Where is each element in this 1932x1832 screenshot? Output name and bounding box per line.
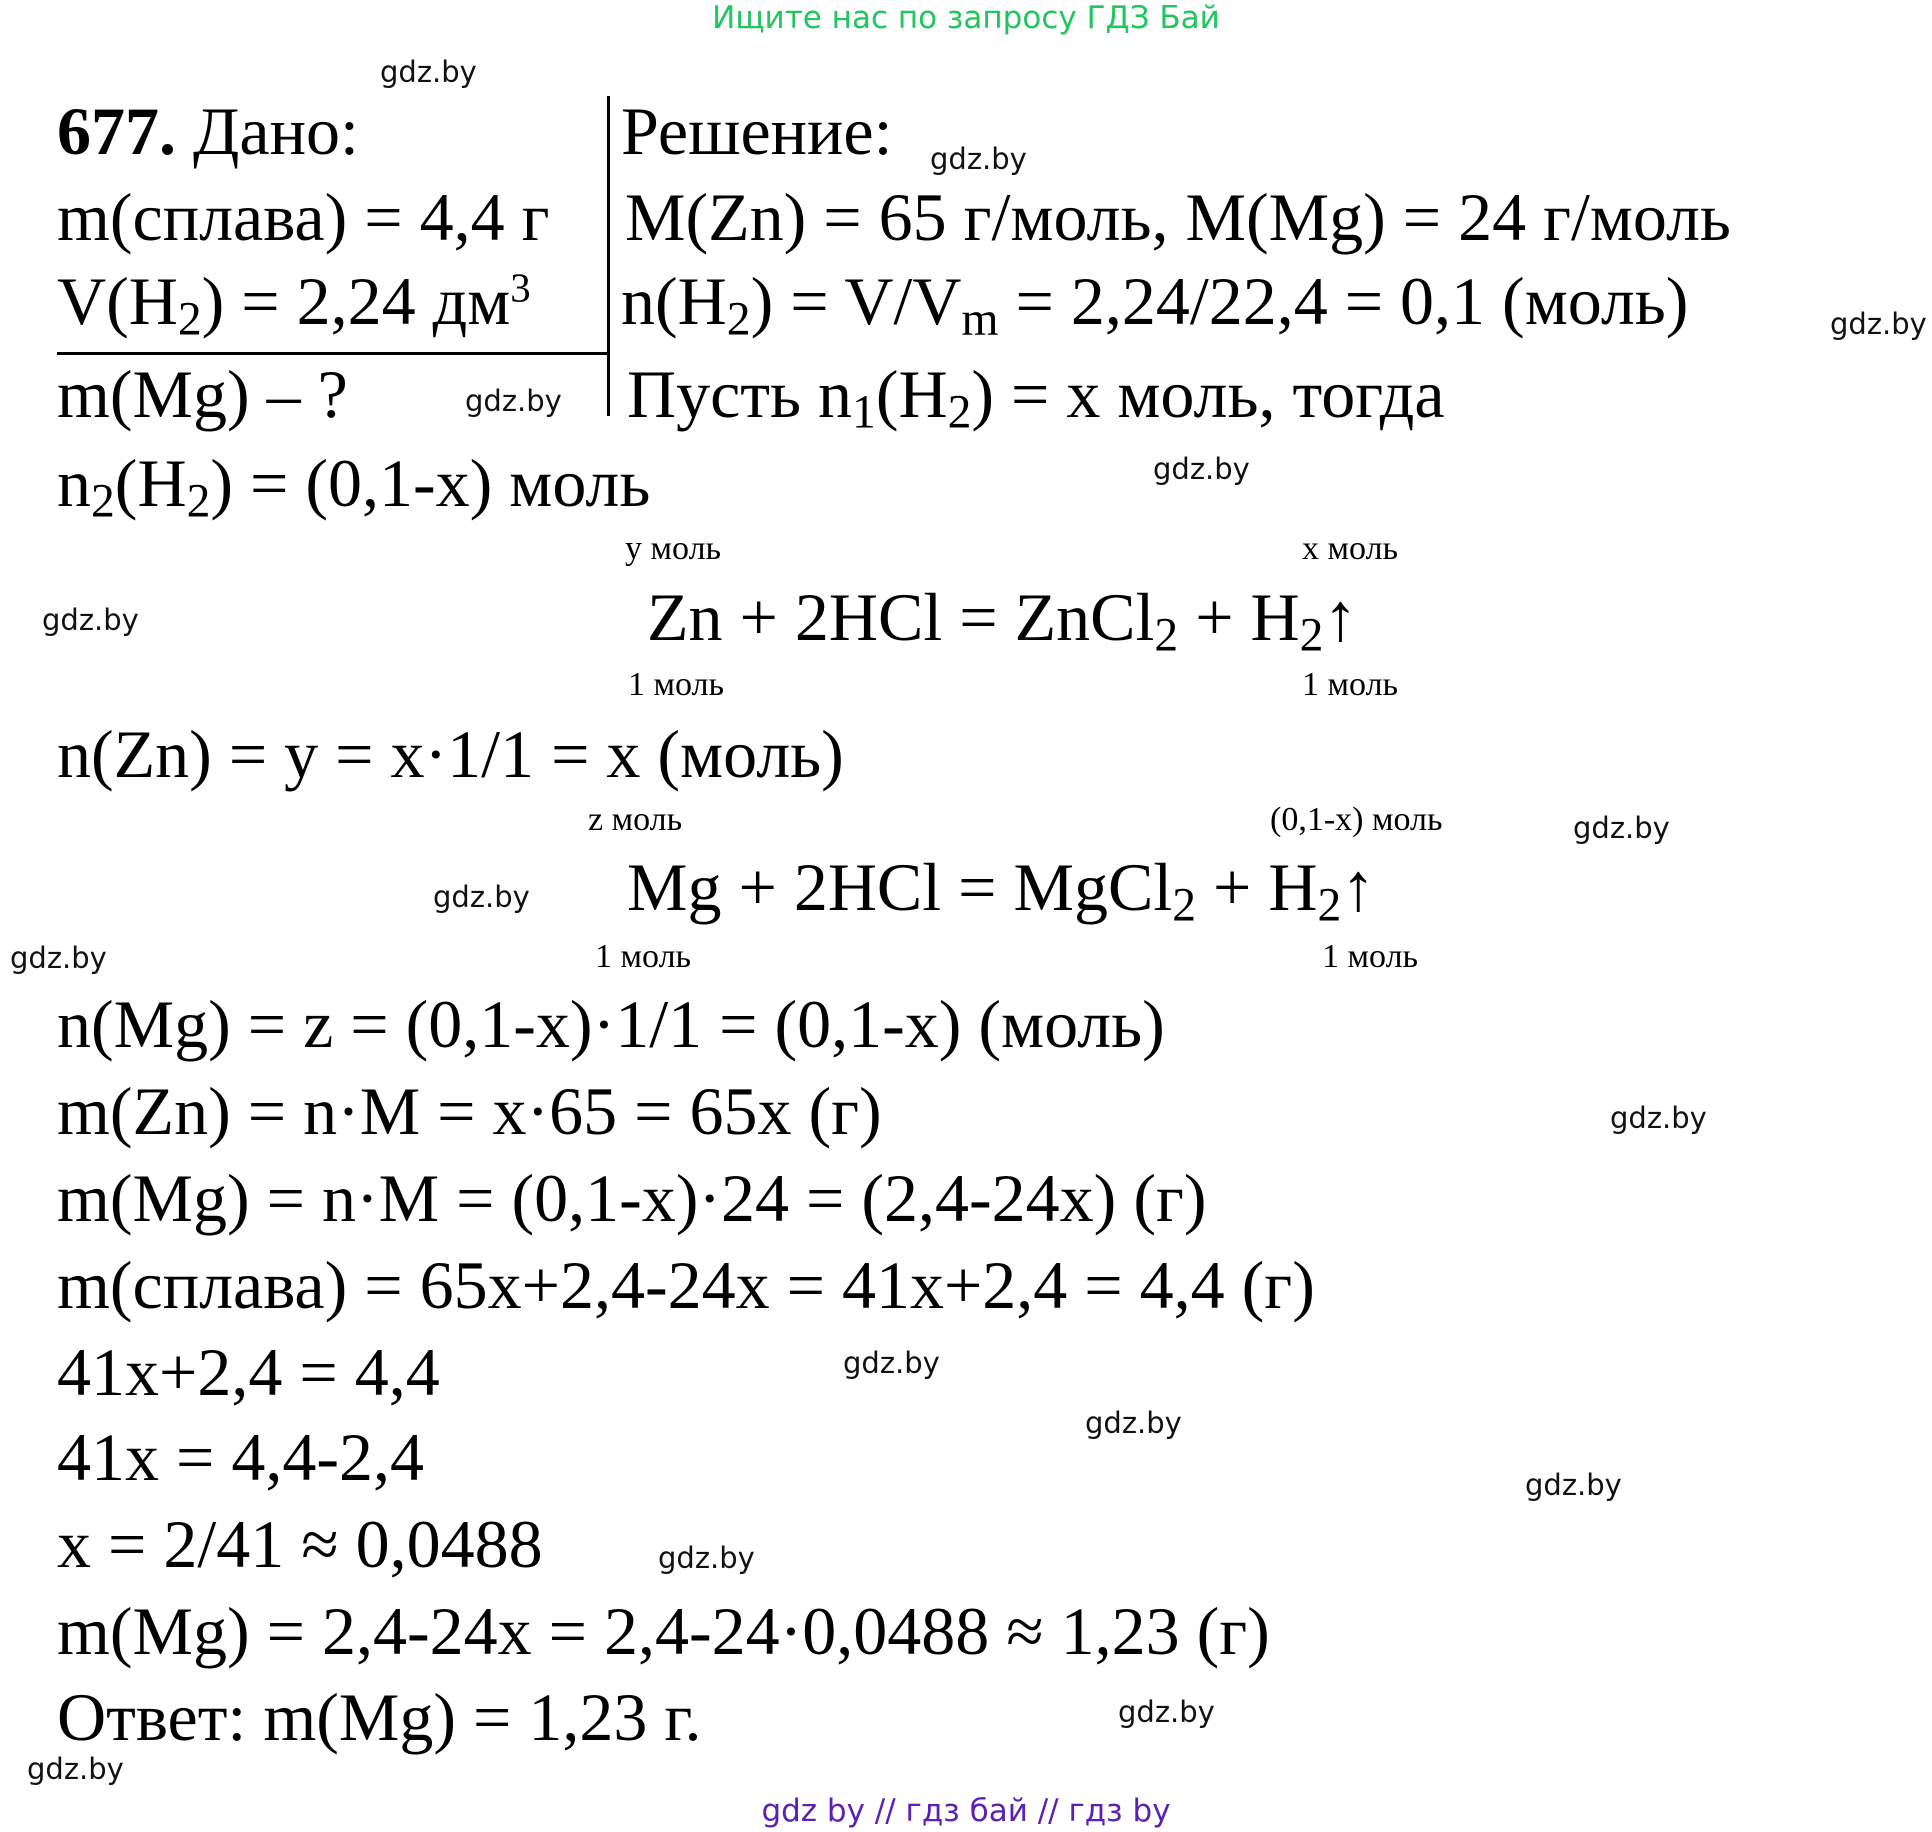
search-hint: Ищите нас по запросу ГДЗ Бай [712, 0, 1220, 36]
problem-heading [57, 93, 359, 169]
footer-links: gdz by // гдз бай // гдз by [761, 1793, 1171, 1829]
solution-title: Решение: [621, 93, 893, 169]
watermark: gdz.by [380, 55, 477, 89]
answer: Ответ: m(Mg) = 1,23 г. [57, 1679, 702, 1755]
watermark: gdz.by [1610, 1101, 1707, 1135]
zn-moles: n(Zn) = y = x·1/1 = x (моль) [57, 716, 844, 792]
watermark: gdz.by [930, 142, 1027, 176]
watermark: gdz.by [1525, 1468, 1622, 1502]
zn-mass: m(Zn) = n·M = x·65 = 65x (г) [57, 1073, 882, 1149]
watermark: gdz.by [465, 384, 562, 418]
mg-moles: n(Mg) = z = (0,1-x)·1/1 = (0,1-x) (моль) [57, 986, 1165, 1062]
h2-moles: $n(H_2) = V/V_m = 2,24/22,4 = 0,1$ (моль) [621, 263, 1689, 346]
watermark: gdz.by [1085, 1406, 1182, 1440]
find-mg-mass: m(Mg) – ? [57, 356, 348, 432]
given-h2-volume: $V(H_2) = 2,24$ $дм^3$ [57, 263, 531, 346]
watermark: gdz.by [1573, 811, 1670, 845]
equation-step-1: 41x+2,4 = 4,4 [57, 1334, 440, 1410]
eq1-above-right: x моль [1302, 530, 1399, 567]
molar-masses: M(Zn) = 65 г/моль, M(Mg) = 24 г/моль [625, 179, 1731, 255]
given-title: Дано: [193, 93, 359, 169]
given-alloy-mass: m(сплава) = 4,4 г [57, 179, 550, 255]
reaction-zinc: Zn + 2HCl = ZnCl$_2$ + $H_2↑$ [647, 579, 1358, 662]
eq1-below-right: 1 моль [1302, 666, 1399, 703]
eq2-above-right: (0,1-x) моль [1270, 801, 1443, 838]
equation-step-2: 41x = 4,4-2,4 [57, 1419, 424, 1495]
watermark: gdz.by [658, 1541, 755, 1575]
watermark: gdz.by [1153, 452, 1250, 486]
watermark: gdz.by [27, 1752, 124, 1786]
given-divider-vertical [607, 96, 610, 416]
reaction-magnesium: Mg + 2HCl = MgCl$_2$ + $H_2↑$ [627, 849, 1376, 932]
given-divider-horizontal [57, 352, 607, 355]
watermark: gdz.by [1830, 307, 1927, 341]
eq2-below-left: 1 моль [595, 938, 692, 975]
alloy-mass-equation: m(сплава) = 65x+2,4-24x = 41x+2,4 = 4,4 (г) [57, 1247, 1315, 1323]
mg-mass-expression: m(Mg) = n·M = (0,1-x)·24 = (2,4-24x) (г) [57, 1160, 1207, 1236]
let-statement: Пусть $n_1(H_2) = x$ моль, тогда [627, 356, 1445, 439]
x-value: x = 2/41 ≈ 0,0488 [57, 1506, 543, 1582]
problem-number: 677. [57, 93, 176, 169]
eq2-above-left: z моль [588, 801, 683, 838]
watermark: gdz.by [433, 880, 530, 914]
watermark: gdz.by [1118, 1695, 1215, 1729]
watermark: gdz.by [843, 1346, 940, 1380]
eq1-below-left: 1 моль [628, 666, 725, 703]
watermark: gdz.by [10, 941, 107, 975]
eq2-below-right: 1 моль [1322, 938, 1419, 975]
mg-mass-final: m(Mg) = 2,4-24x = 2,4-24·0,0488 ≈ 1,23 (г) [57, 1593, 1270, 1669]
eq1-above-left: y моль [625, 530, 722, 567]
watermark: gdz.by [42, 603, 139, 637]
n2-statement: $n_2(H_2) = (0,1-x)$ моль [57, 445, 651, 528]
